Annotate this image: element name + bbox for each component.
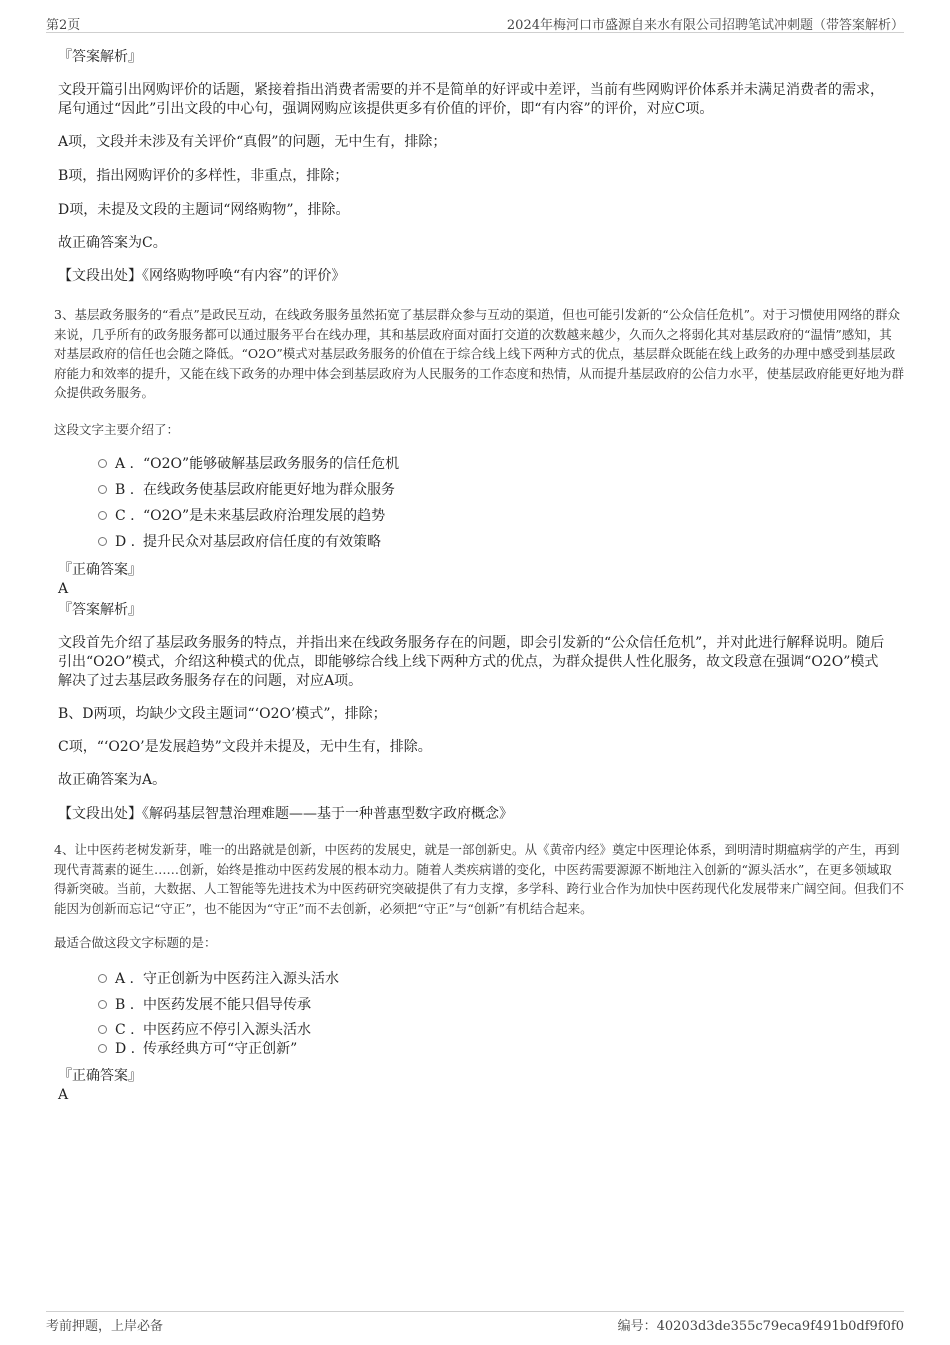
option-letter: B .: [115, 997, 135, 1013]
document-title: 2024年梅河口市盛源自来水有限公司招聘笔试冲刺题（带答案解析）: [506, 18, 904, 33]
q3-answer: 故正确答案为A。: [58, 772, 167, 788]
q3-option-b[interactable]: [98, 480, 395, 500]
q2-explain-heading: 『答案解析』: [58, 49, 142, 65]
option-letter: A .: [115, 456, 135, 472]
q2-answer: 故正确答案为C。: [58, 235, 167, 251]
radio-icon[interactable]: [98, 459, 107, 468]
q3-explain-heading: 『答案解析』: [58, 602, 142, 618]
radio-icon[interactable]: [98, 485, 107, 494]
q2-option-a-analysis: A项，文段并未涉及有关评价“真假”的问题，无中生有，排除；: [58, 134, 447, 150]
option-text: 提升民众对基层政府信任度的有效策略: [143, 534, 381, 550]
option-text: “O2O”能够破解基层政务服务的信任危机: [143, 456, 400, 472]
q4-correct-heading: 『正确答案』: [58, 1068, 142, 1084]
q2-option-b-analysis: B项，指出网购评价的多样性，非重点，排除；: [58, 168, 349, 184]
option-text: 中医药发展不能只倡导传承: [143, 997, 311, 1013]
option-letter: B .: [115, 482, 135, 498]
radio-icon[interactable]: [98, 511, 107, 520]
q3-stem: 3、基层政务服务的“看点”是政民互动，在线政务服务虽然拓宽了基层群众参与互动的渠道，但也可能引发新的“公众信任危机”。对于习惯使用网络的群众来说，几乎所有的政务服务都可以通过服务平台在线办理，其和基层政府面对面打交道的次数越来越少，久而久之将弱化其对基层政府的“温情”感知，其对基层政府的信任也会随之降低。“O2O”模式对基层政务服务的价值在于综合线上线下两种方式的优点，基层群众既能在线上政务的办理中感受到基层政府能力和效率的提升，又能在线下政务的办理中体会到基层政府为人民服务的工作态度和热情，从而提升基层政府的公信力水平，使基层政府能更好地为群众提供政务服务。: [54, 307, 905, 400]
q3-option-c-analysis: C项，“‘O2O’是发展趋势”文段并未提及，无中生有，排除。: [58, 739, 432, 755]
document-id: 编号：40203d3de355c79eca9f491b0df9f0f0: [617, 1319, 904, 1334]
radio-icon[interactable]: [98, 974, 107, 983]
radio-icon[interactable]: [98, 1025, 107, 1034]
q3-prompt: 这段文字主要介绍了：: [54, 422, 180, 437]
q2-option-d-analysis: D项，未提及文段的主题词“网络购物”，排除。: [58, 202, 350, 218]
option-text: 守正创新为中医药注入源头活水: [143, 971, 339, 987]
page-header: [46, 14, 904, 33]
q4-correct-answer: A: [58, 1087, 69, 1103]
radio-icon[interactable]: [98, 537, 107, 546]
radio-icon[interactable]: [98, 1000, 107, 1009]
page-number: 第2页: [46, 18, 81, 33]
footer-slogan: 考前押题，上岸必备: [46, 1319, 164, 1334]
option-letter: C .: [115, 1022, 135, 1038]
option-text: 中医药应不停引入源头活水: [143, 1022, 311, 1038]
q3-option-a[interactable]: [98, 454, 399, 474]
option-letter: C .: [115, 508, 135, 524]
option-letter: D .: [115, 534, 136, 550]
q2-source: 【文段出处】《网络购物呼唤“有内容”的评价》: [58, 268, 346, 284]
q4-option-d[interactable]: [98, 1039, 297, 1059]
option-text: “O2O”是未来基层政府治理发展的趋势: [143, 508, 386, 524]
q4-prompt: 最适合做这段文字标题的是：: [54, 935, 217, 950]
q2-explain-paragraph: 文段开篇引出网购评价的话题，紧接着指出消费者需要的并不是简单的好评或中差评，当前有些网购评价体系并未满足消费者的需求，尾句通过“因此”引出文段的中心句，强调网购应该提供更多有价值的评价，即“有内容”的评价，对应C项。: [58, 82, 884, 117]
page-footer: [46, 1311, 904, 1335]
q3-option-bd-analysis: B、D两项，均缺少文段主题词“‘O2O’模式”，排除；: [58, 706, 387, 722]
q3-correct-answer: A: [58, 581, 69, 597]
q3-source: 【文段出处】《解码基层智慧治理难题——基于一种普惠型数字政府概念》: [58, 806, 513, 822]
option-letter: A .: [115, 971, 135, 987]
q3-correct-heading: 『正确答案』: [58, 562, 142, 578]
option-text: 传承经典方可“守正创新”: [143, 1041, 298, 1057]
q4-option-a[interactable]: [98, 969, 339, 989]
q4-option-b[interactable]: [98, 995, 311, 1015]
option-text: 在线政务使基层政府能更好地为群众服务: [143, 482, 395, 498]
q4-stem: 4、让中医药老树发新芽，唯一的出路就是创新，中医药的发展史，就是一部创新史。从《黄帝内经》奠定中医理论体系，到明清时期瘟病学的产生，再到现代青蒿素的诞生……创新，始终是推动中医药发展的根本动力。随着人类疾病谱的变化，中医药需要源源不断地注入创新的“源头活水”，在更多领域取得新突破。当前，大数据、人工智能等先进技术为中医药研究突破提供了有力支撑，多学科、跨行业合作为加快中医药现代化发展带来广阔空间。但我们不能因为创新而忘记“守正”，也不能因为“守正”而不去创新，必须把“守正”与“创新”有机结合起来。: [54, 842, 905, 916]
q3-option-c[interactable]: [98, 506, 385, 526]
q3-option-d[interactable]: [98, 532, 381, 552]
option-letter: D .: [115, 1041, 136, 1057]
q3-explain-paragraph: 文段首先介绍了基层政务服务的特点，并指出来在线政务服务存在的问题，即会引发新的“公众信任危机”，并对此进行解释说明。随后引出“O2O”模式，介绍这种模式的优点，即能够综合线上线下两种方式的优点，为群众提供人性化服务，故文段意在强调“O2O”模式解决了过去基层政务服务存在的问题，对应A项。: [58, 635, 885, 689]
q4-option-c[interactable]: [98, 1020, 311, 1040]
radio-icon[interactable]: [98, 1044, 107, 1053]
